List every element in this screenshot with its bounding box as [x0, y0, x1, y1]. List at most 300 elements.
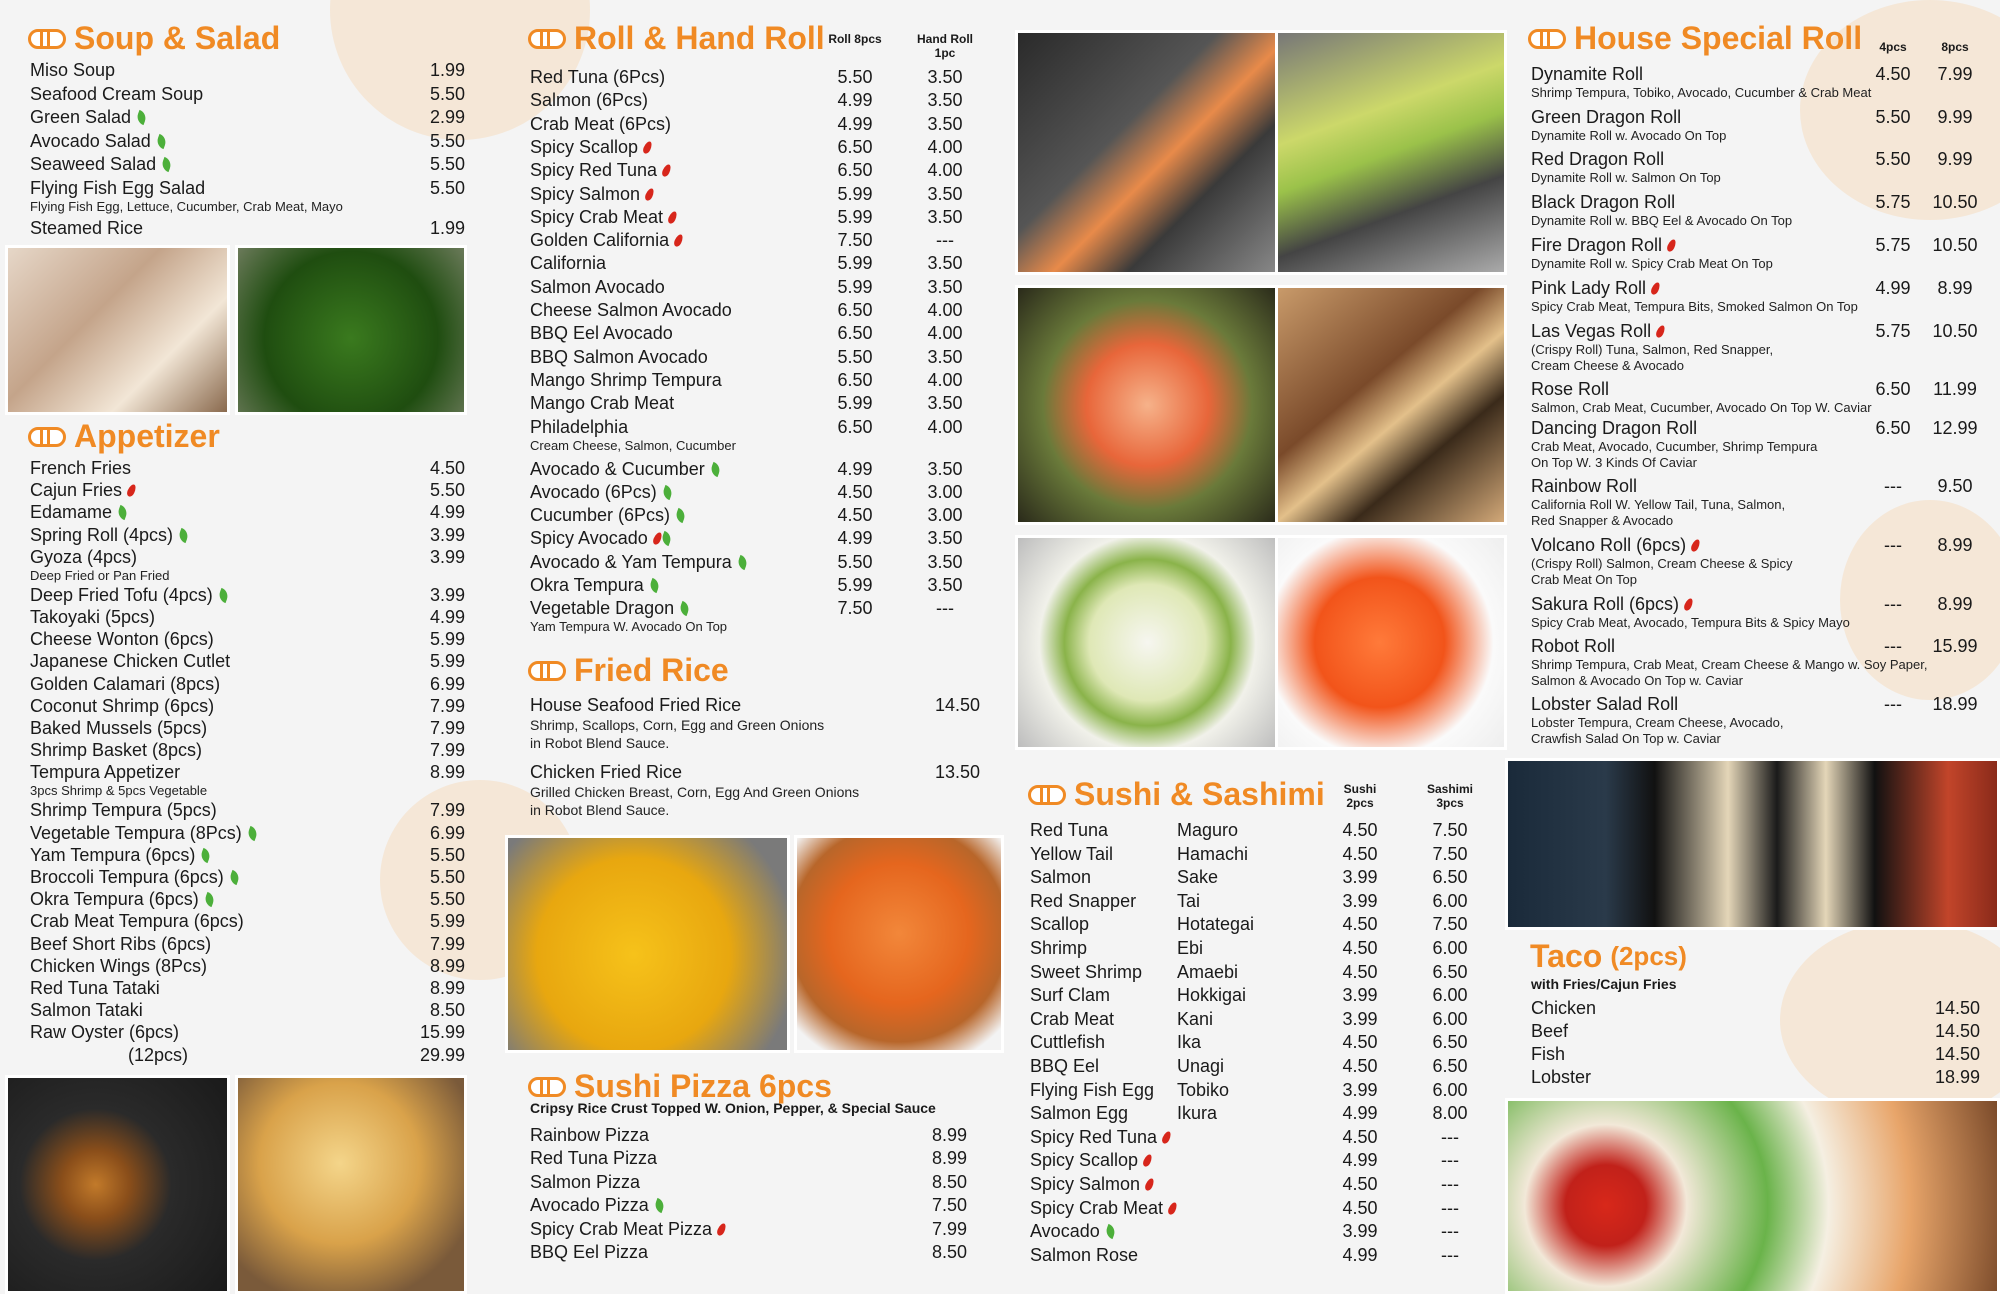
pepper-icon — [661, 163, 673, 178]
item-name-text: Takoyaki (5pcs) — [30, 607, 156, 627]
item-price-hand-roll: 4.00 — [927, 323, 963, 344]
menu-item-name — [1531, 998, 1596, 1019]
menu-item-name — [1531, 1067, 1591, 1088]
item-price-roll: 4.50 — [837, 481, 873, 502]
item-name-text: Miso Soup — [30, 60, 116, 80]
item-price-sashimi: 6.00 — [1432, 938, 1468, 958]
photo-calamari — [5, 1075, 230, 1294]
menu-item-name — [30, 889, 214, 910]
item-name-text: Red Tuna Pizza — [530, 1148, 658, 1169]
item-description: Shrimp Tempura, Crab Meat, Cream Cheese & Mango w. Soy Paper, — [1531, 657, 1928, 672]
menu-item-name — [530, 207, 676, 228]
item-price-hand-roll: 3.50 — [927, 528, 963, 549]
item-price-hand-roll: 3.50 — [927, 113, 963, 134]
menu-item-name — [530, 482, 672, 503]
item-description: Salmon & Avocado On Top w. Caviar — [1531, 673, 1743, 688]
photo-tacos — [1505, 1098, 2000, 1294]
robot-logo-icon — [528, 1075, 566, 1099]
item-name-text: Salmon (6Pcs) — [530, 90, 649, 111]
item-japanese-name: Tai — [1177, 890, 1201, 911]
item-name-text: Salmon — [1030, 867, 1092, 888]
item-name-text: Red Snapper — [1030, 890, 1137, 911]
item-name-text: House Seafood Fried Rice — [530, 695, 742, 715]
section-title-soup — [28, 20, 280, 57]
item-description: Crab Meat On Top — [1531, 572, 1637, 587]
menu-item-name — [30, 867, 239, 888]
item-name-text: Las Vegas Roll — [1531, 321, 1652, 341]
item-name-text: Raw Oyster (6pcs) — [30, 1022, 180, 1043]
item-name-text: Avocado — [1030, 1221, 1100, 1242]
menu-item-name — [530, 762, 682, 783]
item-description: Lobster Tempura, Cream Cheese, Avocado, — [1531, 715, 1784, 730]
item-name-text: Scallop — [1030, 914, 1090, 935]
menu-item-name — [1030, 891, 1136, 912]
item-name-text: Edamame — [30, 502, 113, 523]
menu-item-name — [30, 762, 180, 783]
leaf-icon — [736, 555, 749, 570]
item-name-text: California — [530, 253, 607, 274]
menu-item-name — [530, 505, 685, 526]
item-price: 8.99 — [931, 1125, 967, 1145]
item-price-roll: 5.50 — [837, 67, 873, 87]
item-name-text: Green Dragon Roll — [1531, 107, 1682, 127]
menu-item-name — [1531, 235, 1675, 256]
item-price-sashimi: 7.50 — [1432, 914, 1468, 935]
item-price-roll: 5.99 — [837, 253, 873, 274]
item-description: Dynamite Roll w. BBQ Eel & Avocado On Top — [1531, 213, 1793, 228]
item-price-sushi: 3.99 — [1342, 867, 1378, 888]
item-price-sushi: 4.99 — [1342, 1244, 1378, 1265]
item-description: 3pcs Shrimp & 5pcs Vegetable — [30, 783, 208, 799]
menu-item-name — [530, 528, 671, 549]
item-name-text: Avocado (6Pcs) — [530, 481, 657, 502]
item-name-text: Avocado Salad — [30, 130, 151, 151]
menu-item-name — [30, 547, 137, 568]
pepper-icon — [667, 210, 679, 225]
item-price-sashimi: 7.50 — [1432, 843, 1468, 864]
photo-rainbow-roll — [1015, 285, 1280, 525]
item-price-sushi: 3.99 — [1342, 1221, 1378, 1242]
robot-logo-icon — [28, 425, 66, 449]
item-price-sashimi: --- — [1441, 1126, 1459, 1147]
item-price-roll: 4.99 — [837, 90, 873, 111]
item-price: 13.50 — [934, 762, 980, 782]
item-description: Yam Tempura W. Avocado On Top — [530, 619, 728, 635]
item-price-roll: 6.50 — [837, 416, 873, 437]
item-price-roll: 5.99 — [837, 206, 873, 227]
item-price-roll: 7.50 — [837, 230, 873, 251]
item-name-text: Coconut Shrimp (6pcs) — [30, 695, 215, 716]
item-price-hand-roll: 3.50 — [927, 67, 963, 87]
item-price-sushi: 3.99 — [1342, 890, 1378, 911]
item-description: Cream Cheese, Salmon, Cucumber — [530, 437, 736, 453]
menu-item-name — [530, 114, 671, 135]
item-price: 3.99 — [429, 524, 465, 545]
photo-sushi-roll-1 — [1015, 30, 1280, 275]
item-name-text: Lobster Salad Roll — [1531, 694, 1679, 714]
item-name-text: Robot Roll — [1531, 636, 1616, 656]
sushi-column-header-1: Sushi 2pcs — [1343, 782, 1377, 810]
item-name-text: Spicy Avocado — [530, 528, 648, 549]
section-title-text: Taco — [1530, 938, 1603, 974]
item-name-text: Vegetable Dragon — [530, 598, 675, 619]
photo-avocado-roll — [1015, 535, 1280, 750]
item-name-text: Spicy Scallop — [1030, 1150, 1139, 1171]
photo-seafood-soup — [5, 245, 230, 415]
item-price: 8.50 — [429, 1000, 465, 1021]
item-name-text: (12pcs) — [128, 1044, 189, 1065]
item-japanese-name: Kani — [1177, 1008, 1214, 1029]
menu-item-name — [1030, 1056, 1099, 1077]
item-price-8pcs: 10.50 — [1932, 321, 1978, 341]
menu-item-name — [1531, 107, 1681, 128]
item-price-roll: 7.50 — [837, 598, 873, 619]
menu-item-name — [30, 458, 131, 479]
item-price-hand-roll: 3.50 — [927, 183, 963, 204]
menu-item-name — [530, 300, 732, 321]
item-price-hand-roll: 3.00 — [927, 505, 963, 526]
item-name-text: Green Salad — [30, 107, 132, 127]
item-price-sushi: 4.50 — [1342, 1126, 1378, 1147]
menu-item-name — [530, 1172, 640, 1193]
item-price: 3.99 — [429, 546, 465, 567]
menu-item-name — [530, 90, 648, 111]
roll-column-header-2: Hand Roll 1pc — [917, 32, 973, 60]
leaf-icon — [135, 110, 148, 125]
leaf-icon — [155, 133, 168, 148]
item-name-text: Yellow Tail — [1030, 843, 1114, 864]
item-price-hand-roll: 3.50 — [927, 253, 963, 274]
menu-item-name — [30, 956, 207, 977]
menu-item-name — [530, 1219, 725, 1240]
menu-item-name — [530, 459, 720, 480]
item-description: Cream Cheese & Avocado — [1531, 358, 1684, 373]
item-price-8pcs: 8.99 — [1937, 594, 1973, 614]
item-price-sushi: 3.99 — [1342, 1008, 1378, 1029]
item-price-sushi: 4.50 — [1342, 820, 1378, 840]
item-price: 5.50 — [429, 154, 465, 174]
section-title-house-roll — [1528, 20, 1862, 57]
item-price-4pcs: --- — [1884, 476, 1902, 496]
menu-item-name — [30, 1022, 179, 1043]
section-title-text: Fried Rice — [574, 652, 729, 688]
item-name-text: Shrimp Basket (8pcs) — [30, 740, 203, 761]
item-japanese-name: Sake — [1177, 867, 1219, 888]
item-price: 14.50 — [1934, 998, 1980, 1018]
pepper-icon — [126, 483, 138, 498]
item-name-text: Seaweed Salad — [30, 154, 157, 174]
menu-item-name — [30, 525, 188, 546]
item-name-text: Golden Calamari (8pcs) — [30, 673, 221, 694]
menu-item-name — [530, 323, 673, 344]
item-price-hand-roll: 4.00 — [927, 160, 963, 181]
item-description: Dynamite Roll w. Salmon On Top — [1531, 170, 1721, 185]
item-name-text: Spicy Salmon — [1030, 1174, 1141, 1194]
menu-item-name — [1531, 594, 1692, 615]
item-price-4pcs: --- — [1884, 594, 1902, 614]
pepper-icon — [1683, 597, 1695, 612]
item-name-text: Rose Roll — [1531, 379, 1610, 399]
menu-item-name — [1531, 379, 1609, 400]
menu-item-name — [1030, 1080, 1154, 1101]
column-roll — [500, 0, 1010, 1294]
item-name-text: Spicy Red Tuna — [1030, 1126, 1158, 1147]
item-price: 4.99 — [429, 607, 465, 627]
item-price-hand-roll: 3.50 — [927, 346, 963, 367]
item-description: Deep Fried or Pan Fried — [30, 567, 170, 583]
menu-item-name — [1531, 192, 1675, 213]
menu-item-name — [1531, 1044, 1565, 1065]
menu-item-name — [1531, 636, 1615, 657]
item-price-roll: 6.50 — [837, 160, 873, 181]
item-price: 7.99 — [931, 1218, 967, 1239]
menu-item-name — [530, 1148, 657, 1169]
menu-item-name — [530, 1195, 664, 1216]
item-name-text: Yam Tempura (6pcs) — [30, 844, 196, 865]
item-price: 14.50 — [1934, 1044, 1980, 1064]
item-description: in Robot Blend Sauce. — [530, 802, 670, 818]
menu-item-name — [128, 1045, 188, 1066]
item-price-8pcs: 8.99 — [1937, 535, 1973, 555]
item-price-sashimi: 6.00 — [1432, 985, 1468, 1006]
menu-item-name — [30, 84, 203, 105]
item-price: 5.50 — [429, 889, 465, 910]
item-name-text: Philadelphia — [530, 416, 629, 437]
menu-item-name — [30, 718, 207, 739]
menu-item-name — [1030, 1245, 1138, 1266]
item-name-text: Dynamite Roll — [1531, 64, 1644, 84]
item-name-text: Cuttlefish — [1030, 1032, 1106, 1053]
item-name-text: Mango Crab Meat — [530, 393, 675, 414]
item-price: 8.99 — [429, 762, 465, 783]
menu-item-name — [30, 107, 146, 128]
photo-sushi-pizza — [794, 835, 1004, 1053]
pepper-icon — [1666, 238, 1678, 253]
item-japanese-name: Maguro — [1177, 820, 1239, 840]
item-name-text: Steamed Rice — [30, 217, 144, 238]
item-price-roll: 4.50 — [837, 505, 873, 526]
item-price-roll: 5.99 — [837, 276, 873, 297]
section-title-text: Sushi Pizza 6pcs — [574, 1068, 832, 1104]
menu-item-name — [30, 585, 228, 606]
item-name-text: Avocado Pizza — [530, 1195, 649, 1216]
house-column-header-1: 4pcs — [1879, 40, 1907, 54]
item-price: 7.50 — [931, 1195, 967, 1216]
item-price-sashimi: --- — [1441, 1221, 1459, 1242]
item-price-4pcs: 5.75 — [1875, 192, 1911, 212]
item-name-text: Salmon Egg — [1030, 1103, 1129, 1124]
item-price: 15.99 — [419, 1022, 465, 1043]
item-name-text: French Fries — [30, 458, 132, 478]
item-price-8pcs: 9.50 — [1937, 476, 1973, 496]
item-price-hand-roll: 4.00 — [927, 416, 963, 437]
item-name-text: BBQ Eel Pizza — [530, 1242, 649, 1262]
section-title-sub: (2pcs) — [1610, 941, 1687, 971]
item-price-sushi: 4.50 — [1342, 961, 1378, 982]
item-price-sushi: 4.50 — [1342, 1056, 1378, 1076]
item-name-text: Spring Roll (4pcs) — [30, 524, 174, 545]
item-name-text: Deep Fried Tofu (4pcs) — [30, 584, 213, 605]
item-price: 4.99 — [429, 502, 465, 523]
item-price-sashimi: 6.00 — [1432, 890, 1468, 911]
item-name-text: Tempura Appetizer — [30, 762, 181, 783]
leaf-icon — [199, 848, 212, 863]
item-price-sushi: 4.50 — [1342, 1174, 1378, 1194]
leaf-icon — [709, 461, 722, 476]
item-japanese-name: Tobiko — [1177, 1079, 1230, 1100]
item-price-sashimi: 6.00 — [1432, 1079, 1468, 1100]
leaf-icon — [177, 527, 190, 542]
item-price: 7.99 — [429, 740, 465, 761]
item-name-text: Flying Fish Egg — [1030, 1079, 1155, 1100]
item-price-hand-roll: 3.50 — [927, 90, 963, 111]
item-price-sushi: 4.50 — [1342, 1032, 1378, 1053]
item-price: 5.50 — [429, 480, 465, 501]
pepper-icon — [673, 233, 685, 248]
menu-item-name — [1030, 985, 1110, 1006]
item-name-text: Cheese Wonton (6pcs) — [30, 629, 214, 650]
menu-item-name — [530, 575, 659, 596]
item-price: 8.50 — [931, 1171, 967, 1192]
item-description: Grilled Chicken Breast, Corn, Egg And Green Onions — [530, 784, 860, 800]
menu-item-name — [1030, 844, 1113, 865]
item-name-text: Avocado & Cucumber — [530, 458, 705, 479]
item-price: 8.99 — [429, 955, 465, 976]
pepper-icon — [1167, 1201, 1179, 1216]
menu-item-name — [1030, 1221, 1115, 1242]
menu-item-name — [1030, 1103, 1128, 1124]
item-price: 5.50 — [429, 844, 465, 865]
item-name-text: Cajun Fries — [30, 480, 123, 501]
item-description: Dynamite Roll w. Spicy Crab Meat On Top — [1531, 256, 1773, 271]
item-price-sashimi: --- — [1441, 1244, 1459, 1265]
item-price-hand-roll: 3.50 — [927, 551, 963, 572]
item-price-4pcs: --- — [1884, 535, 1902, 555]
item-price: 7.99 — [429, 695, 465, 716]
pepper-icon — [1650, 281, 1662, 296]
item-price-sashimi: 7.50 — [1432, 820, 1468, 840]
item-price: 4.50 — [429, 458, 465, 478]
item-description: Shrimp, Scallops, Corn, Egg and Green Onions — [530, 717, 825, 733]
item-name-text: Spicy Scallop — [530, 136, 639, 157]
item-name-text: BBQ Eel — [1030, 1056, 1100, 1076]
item-name-text: Okra Tempura (6pcs) — [30, 889, 199, 910]
menu-item-name — [30, 823, 257, 844]
item-name-text: Crab Meat — [1030, 1008, 1115, 1029]
item-price: 6.99 — [429, 673, 465, 694]
item-price: 7.99 — [429, 718, 465, 738]
menu-item-name — [30, 934, 211, 955]
item-name-text: Mango Shrimp Tempura — [530, 369, 722, 390]
photo-robot-roll — [1505, 758, 2000, 930]
item-price: 2.99 — [429, 107, 465, 127]
menu-item-name — [30, 845, 210, 866]
item-price-sushi: 4.99 — [1342, 1150, 1378, 1171]
menu-item-name — [530, 277, 665, 298]
menu-item-name — [30, 696, 214, 717]
menu-item-name — [530, 417, 628, 438]
item-price: 3.99 — [429, 584, 465, 605]
robot-logo-icon — [528, 27, 566, 51]
item-name-text: Vegetable Tempura (8Pcs) — [30, 822, 242, 843]
photo-green-dragon-roll — [1275, 30, 1507, 275]
item-description: Crab Meat, Avocado, Cucumber, Shrimp Tempura — [1531, 439, 1818, 454]
item-price-hand-roll: 3.50 — [927, 206, 963, 227]
item-name-text: Volcano Roll (6pcs) — [1531, 535, 1687, 555]
item-japanese-name: Hamachi — [1177, 843, 1249, 864]
item-name-text: Gyoza (4pcs) — [30, 546, 138, 567]
section-title-text: Roll & Hand Roll — [574, 20, 825, 56]
item-price: 5.99 — [429, 629, 465, 650]
item-description: On Top W. 3 Kinds Of Caviar — [1531, 455, 1697, 470]
item-price: 29.99 — [419, 1044, 465, 1065]
item-price-sashimi: --- — [1441, 1150, 1459, 1171]
item-price: 18.99 — [1934, 1067, 1980, 1087]
menu-item-name — [530, 347, 708, 368]
item-price-roll: 4.99 — [837, 113, 873, 134]
item-price-hand-roll: 4.00 — [927, 136, 963, 157]
item-name-text: Salmon Tataki — [30, 1000, 143, 1021]
item-price-roll: 6.50 — [837, 323, 873, 344]
menu-item-name — [1030, 938, 1087, 959]
item-description: (Crispy Roll) Salmon, Cream Cheese & Spicy — [1531, 556, 1793, 571]
menu-item-name — [530, 230, 682, 251]
robot-logo-icon — [528, 659, 566, 683]
menu-item-name — [530, 137, 651, 158]
item-name-text: Golden California — [530, 230, 670, 251]
item-description: Dynamite Roll w. Avocado On Top — [1531, 128, 1727, 143]
pepper-icon — [644, 187, 656, 202]
item-japanese-name: Ika — [1177, 1032, 1202, 1053]
item-price-4pcs: 5.50 — [1875, 107, 1911, 127]
menu-item-name — [530, 552, 747, 573]
item-name-text: Red Dragon Roll — [1531, 149, 1665, 169]
item-price: 14.50 — [1934, 1021, 1980, 1041]
item-name-text: Spicy Crab Meat Pizza — [530, 1218, 713, 1239]
item-japanese-name: Hokkigai — [1177, 985, 1247, 1006]
item-name-text: Spicy Crab Meat — [530, 206, 664, 227]
section-title-text: Soup & Salad — [74, 20, 281, 56]
pepper-icon — [1161, 1130, 1173, 1145]
item-price: 14.50 — [934, 695, 980, 715]
item-price-roll: 6.50 — [837, 136, 873, 157]
leaf-icon — [674, 508, 687, 523]
item-price-4pcs: 6.50 — [1875, 418, 1911, 438]
item-price-8pcs: 15.99 — [1932, 636, 1978, 656]
menu-item-name — [30, 674, 220, 695]
item-name-text: BBQ Eel Avocado — [530, 323, 673, 344]
menu-item-name — [30, 740, 202, 761]
item-price-roll: 6.50 — [837, 300, 873, 320]
item-price-8pcs: 9.99 — [1937, 149, 1973, 169]
item-japanese-name: Ebi — [1177, 938, 1204, 958]
item-price-4pcs: 4.99 — [1875, 278, 1911, 298]
item-price-4pcs: 5.50 — [1875, 149, 1911, 169]
leaf-icon — [678, 601, 691, 616]
item-name-text: Red Tuna Tataki — [30, 978, 160, 998]
leaf-icon — [116, 505, 129, 520]
item-name-text: Sakura Roll (6pcs) — [1531, 594, 1680, 614]
item-price-sushi: 4.50 — [1342, 1197, 1378, 1218]
menu-item-name — [1030, 867, 1091, 888]
menu-item-name — [1030, 1009, 1114, 1030]
item-name-text: Beef Short Ribs (6pcs) — [30, 933, 212, 954]
item-price-roll: 5.99 — [837, 393, 873, 414]
menu-item-name — [530, 160, 670, 181]
item-price: 5.50 — [429, 83, 465, 104]
item-price-sashimi: 8.00 — [1432, 1103, 1468, 1124]
pepper-icon — [1655, 324, 1667, 339]
